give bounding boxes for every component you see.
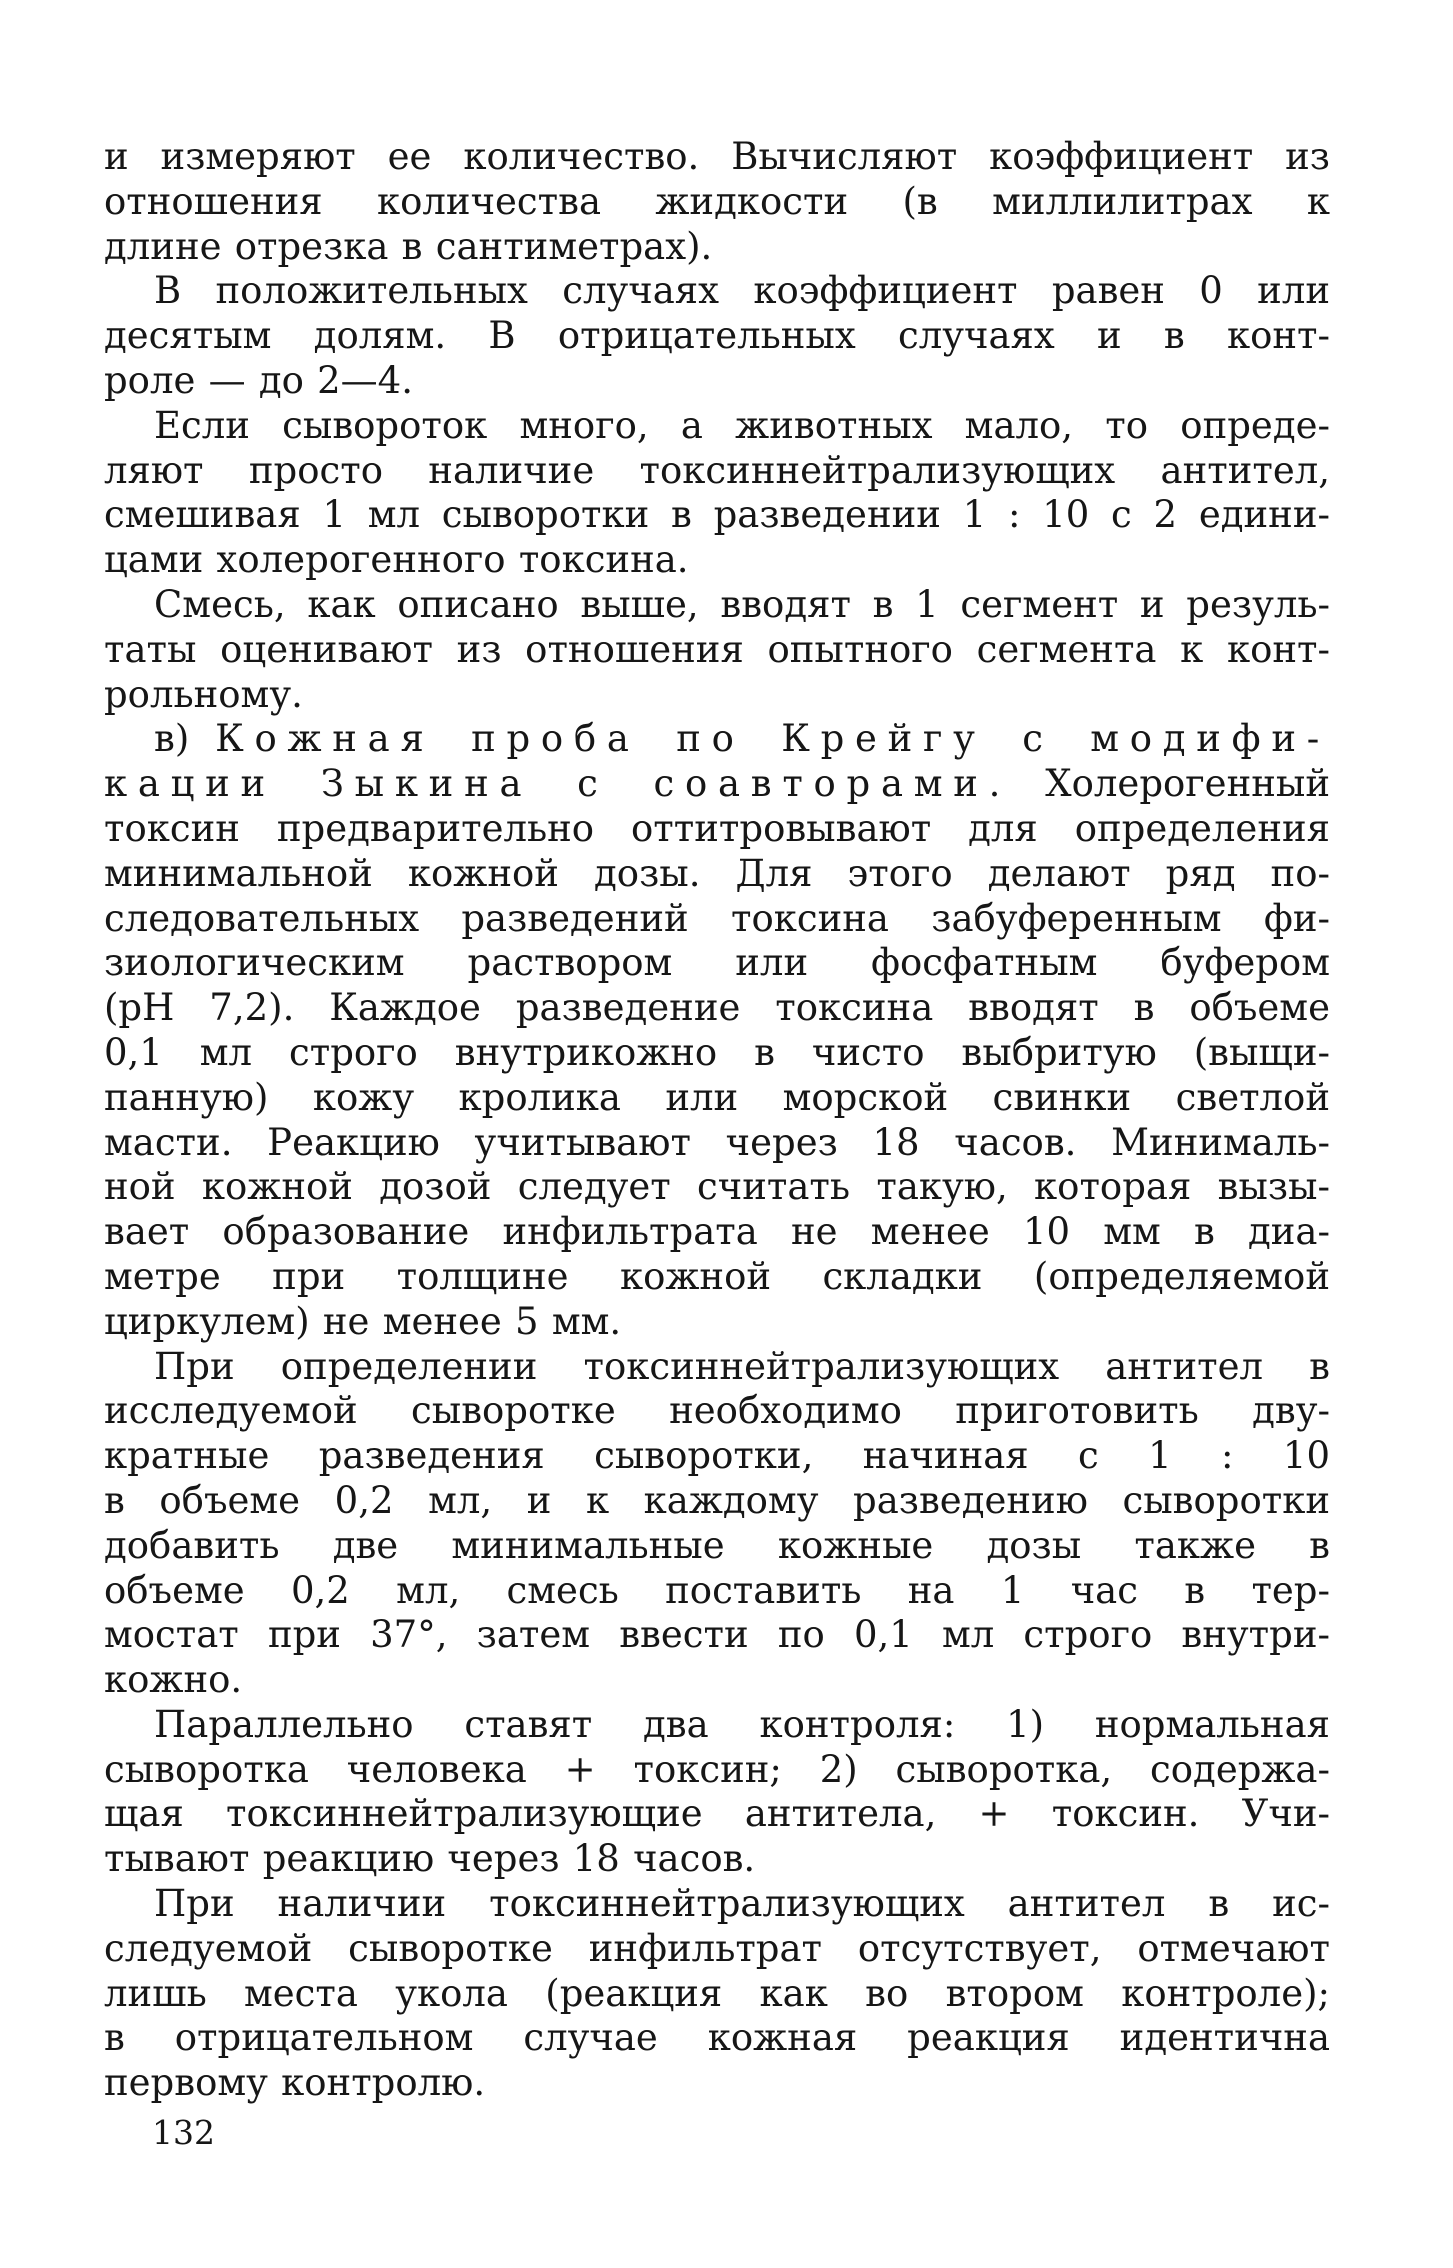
text-line: следуемой сыворотке инфильтрат отсутствует, отмечают <box>104 1926 1330 1970</box>
text-line: циркулем) не менее 5 мм. <box>104 1299 622 1343</box>
text-line: метре при толщине кожной складки (определяемой <box>104 1254 1330 1298</box>
text-line: Если сывороток много, а животных мало, то опреде- <box>154 403 1330 447</box>
text-line: таты оценивают из отношения опытного сегмента к конт- <box>104 627 1330 671</box>
text-line: токсин предварительно оттитровывают для определения <box>104 806 1330 850</box>
text-line: рольному. <box>104 672 303 716</box>
text-line: смешивая 1 мл сыворотки в разведении 1 : 10 с 2 едини- <box>104 493 1330 537</box>
text-line: зиологическим раствором или фосфатным буфером <box>104 941 1330 985</box>
text-line: кратные разведения сыворотки, начиная с 1 : 10 <box>104 1434 1330 1478</box>
text-line: мостат при 37°, затем ввести по 0,1 мл строго внутри- <box>104 1613 1330 1657</box>
text-line: Смесь, как описано выше, вводят в 1 сегмент и резуль- <box>154 582 1330 626</box>
text-line: При наличии токсиннейтрализующих антител в ис- <box>154 1882 1330 1926</box>
text-line: (рН 7,2). Каждое разведение токсина вводят в объеме <box>104 986 1330 1030</box>
text-line: объеме 0,2 мл, смесь поставить на 1 час в тер- <box>104 1568 1330 1612</box>
text-line: 0,1 мл строго внутрикожно в чисто выбритую (выщи- <box>104 1030 1330 1074</box>
text-line: лишь места укола (реакция как во втором контроле); <box>104 1971 1330 2015</box>
text-line: панную) кожу кролика или морской свинки светлой <box>104 1075 1330 1119</box>
text-line: десятым долям. В отрицательных случаях и в конт- <box>104 314 1330 358</box>
letterspaced-text: кации Зыкина с соавторами. <box>104 762 1012 806</box>
page-number: 132 <box>152 2113 215 2152</box>
text-line: кожно. <box>104 1658 243 1702</box>
text-line: минимальной кожной дозы. Для этого делают ряд по- <box>104 851 1330 895</box>
text-line: следовательных разведений токсина забуференным фи- <box>104 896 1330 940</box>
text-line: в отрицательном случае кожная реакция идентична <box>104 2016 1330 2060</box>
text-line: исследуемой сыворотке необходимо приготовить дву- <box>104 1389 1330 1433</box>
text-line: добавить две минимальные кожные дозы также в <box>104 1523 1330 1567</box>
text-segment: Холерогенный <box>1011 762 1330 806</box>
text-line: в объеме 0,2 мл, и к каждому разведению сыворотки <box>104 1478 1330 1522</box>
text-line: ной кожной дозой следует считать такую, которая вызы- <box>104 1165 1330 1209</box>
text-line <box>104 762 1330 807</box>
text-line: масти. Реакцию учитывают через 18 часов. Минималь- <box>104 1120 1330 1164</box>
text-line: длине отрезка в сантиметрах). <box>104 224 713 268</box>
text-line: и измеряют ее количество. Вычисляют коэффициент из <box>104 135 1330 178</box>
text-line: цами холерогенного токсина. <box>104 538 689 582</box>
letterspaced-text: Кожная проба по Крейгу с модифи- <box>215 717 1330 761</box>
text-line: отношения количества жидкости (в миллилитрах к <box>104 179 1330 223</box>
text-line: щая токсиннейтрализующие антитела, + токсин. Учи- <box>104 1792 1330 1836</box>
text-line: В положительных случаях коэффициент равен 0 или <box>154 269 1330 313</box>
text-line: сыворотка человека + токсин; 2) сыворотка, содержа- <box>104 1747 1330 1791</box>
text-line: вает образование инфильтрата не менее 10 мм в диа- <box>104 1210 1330 1254</box>
text-line: ляют просто наличие токсиннейтрализующих антител, <box>104 448 1330 492</box>
page-text <box>104 135 1330 2106</box>
text-line: тывают реакцию через 18 часов. <box>104 1837 756 1881</box>
text-segment: в) <box>154 717 216 761</box>
text-line <box>104 717 1330 762</box>
text-line: роле — до 2—4. <box>104 358 413 402</box>
text-line: Параллельно ставят два контроля: 1) нормальная <box>154 1702 1330 1746</box>
text-line: При определении токсиннейтрализующих антител в <box>154 1344 1330 1388</box>
text-line: первому контролю. <box>104 2061 486 2105</box>
